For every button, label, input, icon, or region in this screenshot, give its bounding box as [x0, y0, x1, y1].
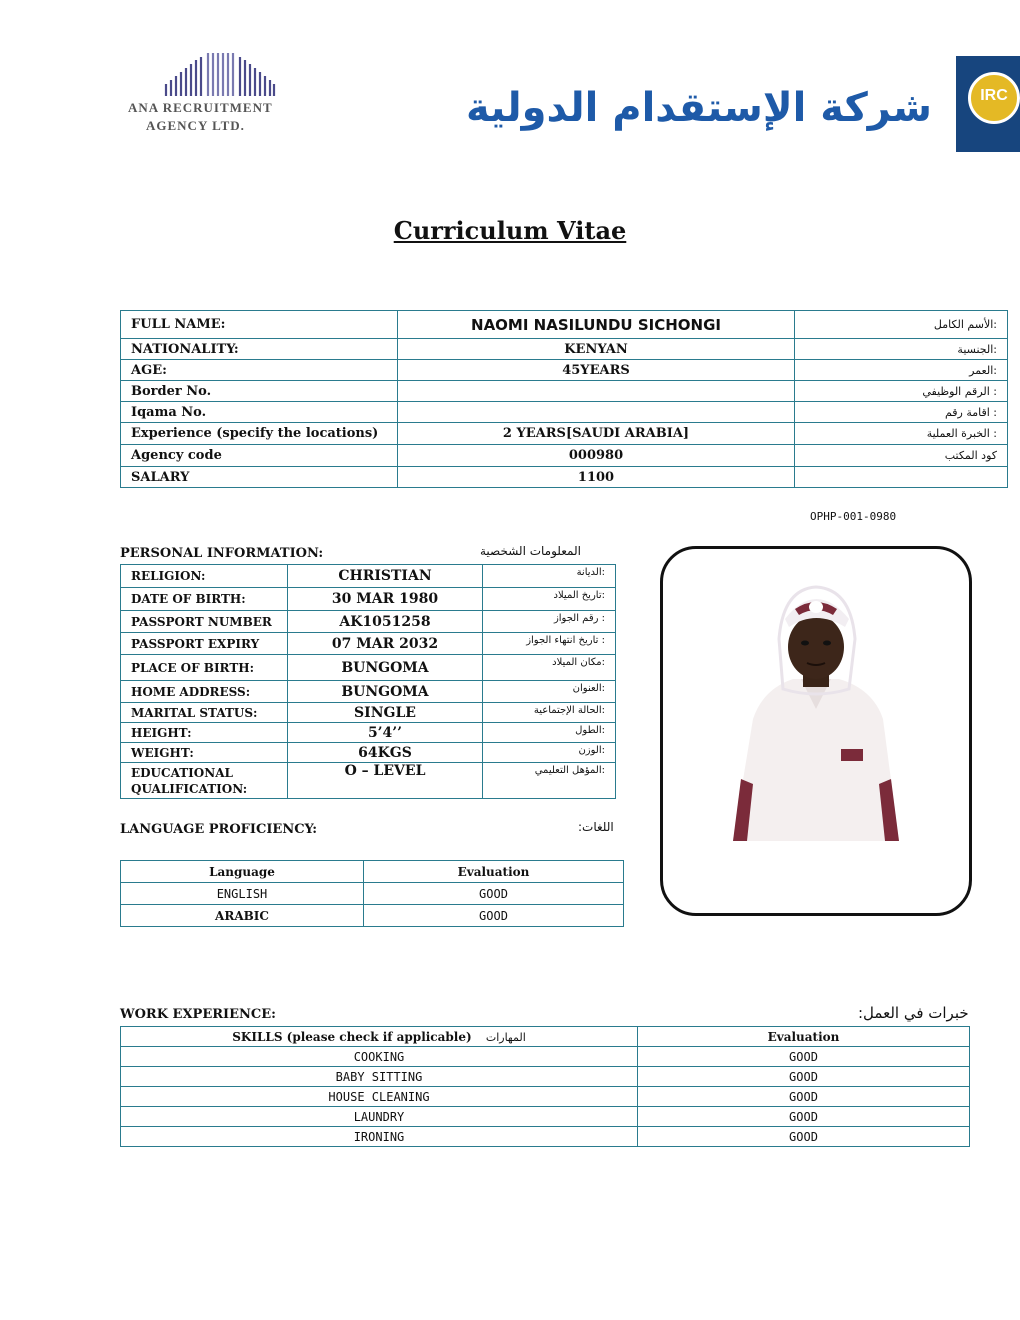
main-info-arabic: الأسم الكامل: — [795, 311, 1008, 339]
language-heading-arabic: اللغات: — [578, 820, 614, 834]
language-name: ARABIC — [121, 905, 364, 927]
main-info-arabic: الرقم الوظيفي : — [795, 381, 1008, 402]
language-evaluation: GOOD — [364, 883, 624, 905]
skills-col-label: SKILLS (please check if applicable) — [232, 1029, 472, 1044]
photo-frame — [660, 546, 972, 916]
language-evaluation: GOOD — [364, 905, 624, 927]
personal-info-arabic: رقم الجواز : — [483, 611, 616, 633]
main-info-label: Agency code — [121, 445, 398, 467]
main-info-label: SALARY — [121, 467, 398, 488]
main-info-value: 000980 — [398, 445, 795, 467]
language-header-row — [121, 861, 624, 883]
main-info-value: 45YEARS — [398, 360, 795, 381]
logo-left-line1: ANA RECRUITMENT — [128, 100, 273, 115]
main-info-row — [121, 445, 1008, 467]
language-row — [121, 883, 624, 905]
main-info-arabic: اقامة رقم : — [795, 402, 1008, 423]
personal-info-row — [121, 723, 616, 743]
personal-info-row — [121, 565, 616, 588]
personal-info-value: O – LEVEL — [288, 763, 483, 799]
work-skill-evaluation: GOOD — [638, 1107, 970, 1127]
agency-logo-left — [128, 50, 313, 140]
main-info-row — [121, 467, 1008, 488]
evaluation-col-header: Evaluation — [364, 861, 624, 883]
main-info-row — [121, 381, 1008, 402]
personal-info-row — [121, 681, 616, 703]
personal-info-arabic: العنوان: — [483, 681, 616, 703]
work-skill-evaluation: GOOD — [638, 1127, 970, 1147]
personal-info-arabic: الطول: — [483, 723, 616, 743]
irc-stripe — [942, 56, 956, 152]
irc-badge-text: IRC — [980, 87, 1008, 104]
main-info-label: AGE: — [121, 360, 398, 381]
personal-info-value: BUNGOMA — [288, 681, 483, 703]
main-info-arabic: الخبرة العملية : — [795, 423, 1008, 445]
personal-info-label: PASSPORT EXPIRY — [121, 633, 288, 655]
personal-info-row — [121, 763, 616, 799]
personal-info-label: DATE OF BIRTH: — [121, 588, 288, 611]
main-info-row — [121, 402, 1008, 423]
irc-badge-icon — [968, 72, 1020, 124]
irc-arabic-name: شركة الإستقدام الدولية — [466, 85, 932, 131]
skills-col-label-arabic: المهارات — [485, 1030, 526, 1044]
skills-col-header — [121, 1027, 638, 1047]
work-skill-name: IRONING — [121, 1127, 638, 1147]
irc-logo-right — [466, 56, 1020, 152]
personal-info-value: 30 MAR 1980 — [288, 588, 483, 611]
personal-info-heading: PERSONAL INFORMATION: — [120, 546, 324, 561]
work-skill-row — [121, 1067, 970, 1087]
logo-left-line2: AGENCY LTD. — [146, 118, 245, 133]
work-skill-name: LAUNDRY — [121, 1107, 638, 1127]
document-title: Curriculum Vitae — [393, 216, 627, 245]
work-heading-arabic: خبرات في العمل: — [858, 1004, 969, 1022]
personal-info-arabic: تاريخ الميلاد: — [483, 588, 616, 611]
language-row — [121, 905, 624, 927]
personal-info-arabic: الوزن: — [483, 743, 616, 763]
main-info-value: 1100 — [398, 467, 795, 488]
main-info-label: Experience (specify the locations) — [121, 423, 398, 445]
personal-info-arabic: المؤهل التعليمي: — [483, 763, 616, 799]
personal-info-value: 64KGS — [288, 743, 483, 763]
main-info-table — [120, 310, 1008, 488]
personal-info-label: PASSPORT NUMBER — [121, 611, 288, 633]
main-info-row — [121, 311, 1008, 339]
work-header-row — [121, 1027, 970, 1047]
personal-info-value: AK1051258 — [288, 611, 483, 633]
reference-code: OPHP-001-0980 — [810, 510, 897, 523]
main-info-label: NATIONALITY: — [121, 339, 398, 360]
personal-info-value: BUNGOMA — [288, 655, 483, 681]
work-evaluation-col-header: Evaluation — [638, 1027, 970, 1047]
language-name: ENGLISH — [121, 883, 364, 905]
main-info-arabic: الجنسية: — [795, 339, 1008, 360]
personal-info-arabic: الديانة: — [483, 565, 616, 588]
personal-info-arabic: تاريخ انتهاء الجواز : — [483, 633, 616, 655]
personal-info-row — [121, 703, 616, 723]
personal-info-heading-arabic: المعلومات الشخصية — [480, 544, 581, 558]
main-info-arabic: العمر: — [795, 360, 1008, 381]
work-skill-row — [121, 1127, 970, 1147]
work-skill-evaluation: GOOD — [638, 1047, 970, 1067]
personal-info-label: RELIGION: — [121, 565, 288, 588]
main-info-row — [121, 423, 1008, 445]
main-info-value: NAOMI NASILUNDU SICHONGI — [398, 311, 795, 339]
personal-info-table — [120, 564, 616, 799]
language-col-header: Language — [121, 861, 364, 883]
personal-info-row — [121, 743, 616, 763]
personal-info-value: CHRISTIAN — [288, 565, 483, 588]
main-info-label: Iqama No. — [121, 402, 398, 423]
work-skill-evaluation: GOOD — [638, 1087, 970, 1107]
personal-info-value: SINGLE — [288, 703, 483, 723]
work-skill-row — [121, 1107, 970, 1127]
work-skill-name: COOKING — [121, 1047, 638, 1067]
personal-info-value: 5’4’’ — [288, 723, 483, 743]
personal-info-row — [121, 633, 616, 655]
work-skill-evaluation: GOOD — [638, 1067, 970, 1087]
main-info-arabic — [795, 467, 1008, 488]
work-skill-row — [121, 1087, 970, 1107]
main-info-value — [398, 402, 795, 423]
building-bars-icon — [164, 50, 276, 98]
personal-info-row — [121, 588, 616, 611]
main-info-value: KENYAN — [398, 339, 795, 360]
language-heading: LANGUAGE PROFICIENCY: — [120, 822, 318, 837]
language-table — [120, 860, 624, 927]
main-info-value — [398, 381, 795, 402]
main-info-row — [121, 360, 1008, 381]
personal-info-label: HEIGHT: — [121, 723, 288, 743]
personal-info-arabic: الحالة الإجتماعية: — [483, 703, 616, 723]
main-info-row — [121, 339, 1008, 360]
work-skills-table — [120, 1026, 970, 1147]
personal-info-row — [121, 655, 616, 681]
main-info-label: FULL NAME: — [121, 311, 398, 339]
personal-info-label: WEIGHT: — [121, 743, 288, 763]
work-skill-row — [121, 1047, 970, 1067]
candidate-photo — [733, 579, 899, 841]
personal-info-label: MARITAL STATUS: — [121, 703, 288, 723]
personal-info-value: 07 MAR 2032 — [288, 633, 483, 655]
personal-info-arabic: مكان الميلاد: — [483, 655, 616, 681]
personal-info-label: EDUCATIONAL QUALIFICATION: — [121, 763, 288, 799]
personal-info-label: PLACE OF BIRTH: — [121, 655, 288, 681]
personal-info-row — [121, 611, 616, 633]
personal-info-label: HOME ADDRESS: — [121, 681, 288, 703]
work-heading: WORK EXPERIENCE: — [120, 1007, 276, 1022]
work-skill-name: BABY SITTING — [121, 1067, 638, 1087]
work-skill-name: HOUSE CLEANING — [121, 1087, 638, 1107]
main-info-arabic: كود المكتب — [795, 445, 1008, 467]
main-info-value: 2 YEARS[SAUDI ARABIA] — [398, 423, 795, 445]
main-info-label: Border No. — [121, 381, 398, 402]
